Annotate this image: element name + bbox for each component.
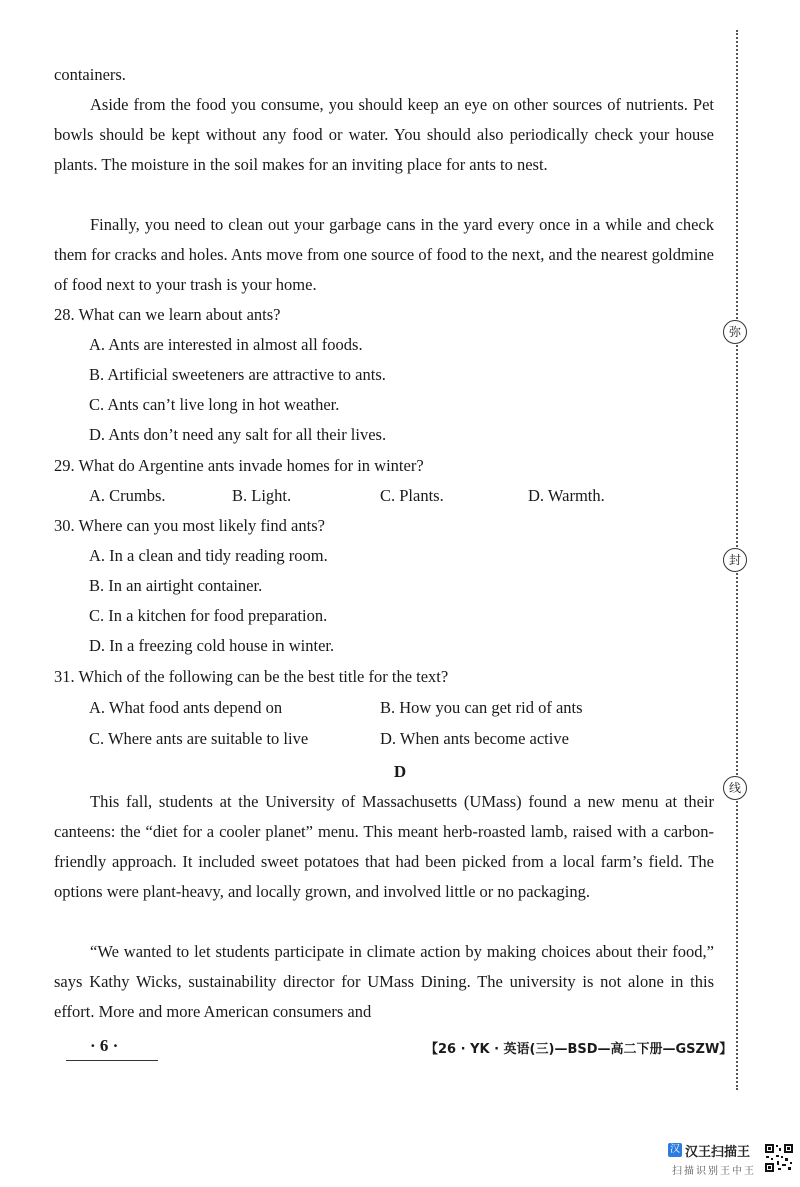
question-30-option-a: A. In a clean and tidy reading room. [89,546,328,565]
question-28-option-b: B. Artificial sweeteners are attractive to ants. [89,365,386,384]
question-29-option-a: A. Crumbs. [89,486,166,505]
question-30-stem: 30. Where can you most likely find ants? [54,516,325,535]
question-31-option-c: C. Where ants are suitable to live [89,729,309,748]
passage-c-paragraph-2: Finally, you need to clean out your garbage cans in the yard every once in a while and check them for cracks and holes. Ants move from one source of food to the next, and the nearest goldmine of food next to your trash is your home. [54,215,714,294]
scanner-logo-icon: 汉 [670,1144,680,1155]
seal-feng: 封 [723,548,747,572]
question-28-option-d: D. Ants don’t need any salt for all their lives. [89,425,387,444]
seal-xian: 线 [723,776,747,800]
question-31-option-d: D. When ants become active [380,729,569,748]
question-28-stem: 28. What can we learn about ants? [54,305,281,324]
scanner-watermark [668,1141,796,1181]
passage-c-continuation: containers. [54,65,126,84]
seal-mi: 弥 [723,320,747,344]
passage-c-paragraph-1: Aside from the food you consume, you should keep an eye on other sources of nutrients. Pet bowls should be kept without any food or water. You should also periodically check your house plants. The moisture in the soil makes for an inviting place for ants to nest. [54,95,714,174]
scanner-slogan: 扫描识别王中王 [672,1166,756,1177]
passage-d-paragraph-2: “We wanted to let students participate in climate action by making choices about their food,” says Kathy Wicks, sustainability director for UMass Dining. The university is not alone in this effort. More and more American consumers and [54,942,714,1021]
question-31-option-a: A. What food ants depend on [89,698,283,717]
exam-code: 【26 · YK · 英语(三)—BSD—高二下册—GSZW】 [425,1042,733,1057]
question-30-option-b: B. In an airtight container. [89,576,263,595]
passage-d-heading: D [393,762,407,781]
question-31-stem: 31. Which of the following can be the best title for the text? [54,667,449,686]
page-number: · 6 · [90,1036,119,1055]
question-31-option-b: B. How you can get rid of ants [380,698,583,717]
qr-code-icon [764,1143,794,1173]
question-28-option-c: C. Ants can’t live long in hot weather. [89,395,340,414]
question-28-option-a: A. Ants are interested in almost all foods. [89,335,363,354]
question-29-stem: 29. What do Argentine ants invade homes for in winter? [54,456,424,475]
question-29-option-b: B. Light. [232,486,292,505]
passage-d-paragraph-1: This fall, students at the University of Massachusetts (UMass) found a new menu at their canteens: the “diet for a cooler planet” menu. This meant herb-roasted lamb, raised with a carbon-friendly approach. It included sweet potatoes that had been picked from a local farm’s field. The options were plant-heavy, and locally grown, and involved little or no packaging. [54,792,714,901]
scanner-app-title: 汉王扫描王 [685,1145,751,1160]
question-29-option-c: C. Plants. [380,486,444,505]
question-30-option-d: D. In a freezing cold house in winter. [89,636,335,655]
question-30-option-c: C. In a kitchen for food preparation. [89,606,328,625]
question-29-option-d: D. Warmth. [528,486,605,505]
page-number-rule [66,1060,158,1061]
